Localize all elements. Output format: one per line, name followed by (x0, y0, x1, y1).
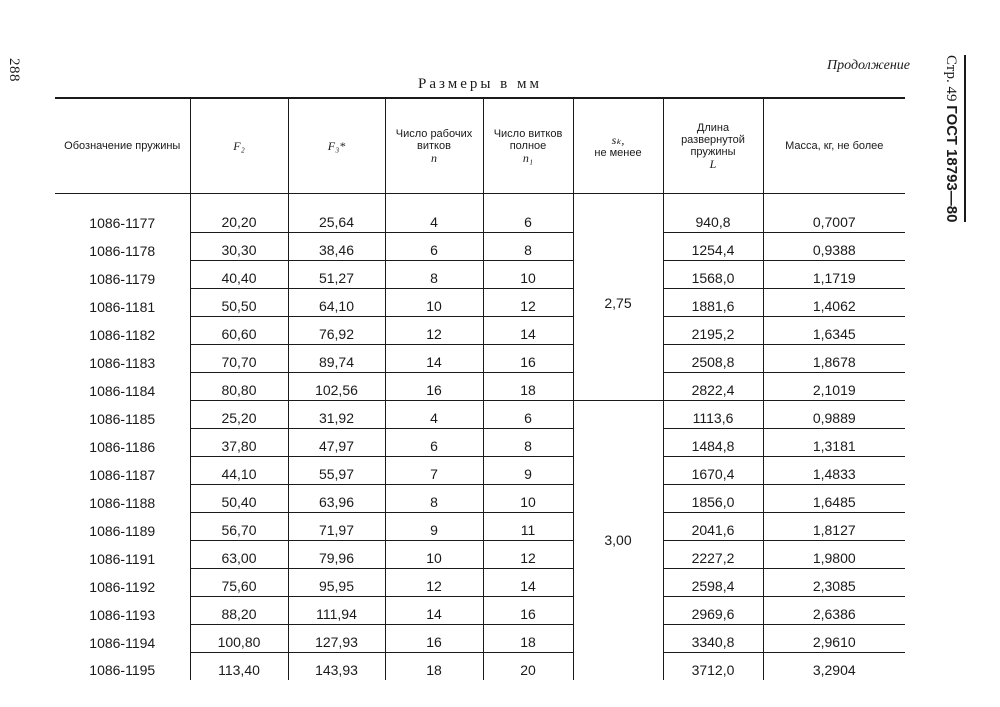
cell-n: 7 (385, 457, 483, 485)
cell-n1: 6 (483, 194, 573, 233)
cell-n: 12 (385, 569, 483, 597)
cell-n1: 8 (483, 233, 573, 261)
cell-sk-group: 2,75 (573, 194, 663, 401)
header-length: Длина развернутой пружины L (663, 98, 763, 194)
table-row (55, 317, 905, 345)
cell-f2: 56,70 (190, 513, 288, 541)
cell-designation: 1086-1186 (89, 438, 156, 455)
cell-designation: 1086-1184 (89, 382, 156, 399)
cell-l: 1881,6 (663, 289, 763, 317)
cell-n1: 20 (483, 653, 573, 681)
table-row (55, 569, 905, 597)
cell-n: 6 (385, 233, 483, 261)
cell-f2: 37,80 (190, 429, 288, 457)
cell-designation: 1086-1183 (89, 354, 156, 371)
cell-designation: 1086-1194 (89, 634, 156, 651)
cell-designation: 1086-1189 (89, 522, 156, 539)
cell-n: 16 (385, 625, 483, 653)
cell-n: 4 (385, 194, 483, 233)
cell-n1: 10 (483, 485, 573, 513)
cell-f2: 100,80 (190, 625, 288, 653)
cell-f2: 50,50 (190, 289, 288, 317)
cell-f2: 60,60 (190, 317, 288, 345)
table-row (55, 345, 905, 373)
cell-n: 10 (385, 289, 483, 317)
cell-n1: 16 (483, 597, 573, 625)
table-row (55, 233, 905, 261)
units-caption: Размеры в мм (417, 76, 542, 92)
cell-n: 12 (385, 317, 483, 345)
page-number: 288 (6, 58, 22, 82)
cell-f2: 75,60 (190, 569, 288, 597)
cell-n: 10 (385, 541, 483, 569)
cell-n: 14 (385, 597, 483, 625)
cell-sk-group: 3,00 (573, 401, 663, 681)
cell-n: 16 (385, 373, 483, 401)
cell-f3: 38,46 (288, 233, 385, 261)
cell-mass: 0,9889 (763, 401, 905, 429)
cell-f2: 30,30 (190, 233, 288, 261)
cell-mass: 1,4833 (763, 457, 905, 485)
cell-n: 14 (385, 345, 483, 373)
cell-mass: 2,1019 (763, 373, 905, 401)
cell-f3: 89,74 (288, 345, 385, 373)
cell-l: 2822,4 (663, 373, 763, 401)
cell-f3: 111,94 (288, 597, 385, 625)
cell-f3: 55,97 (288, 457, 385, 485)
cell-l: 2041,6 (663, 513, 763, 541)
cell-mass: 3,2904 (763, 653, 905, 681)
table-row (55, 373, 905, 401)
cell-f2: 25,20 (190, 401, 288, 429)
cell-designation: 1086-1181 (89, 298, 156, 315)
table-row (55, 457, 905, 485)
table-row (55, 513, 905, 541)
cell-mass: 2,9610 (763, 625, 905, 653)
header-sk: sₖ, не менее (573, 98, 663, 194)
cell-f3: 63,96 (288, 485, 385, 513)
cell-f2: 80,80 (190, 373, 288, 401)
cell-designation: 1086-1188 (89, 494, 156, 511)
cell-l: 2195,2 (663, 317, 763, 345)
header-f3: F₃* (288, 98, 385, 194)
cell-n1: 11 (483, 513, 573, 541)
cell-f3: 64,10 (288, 289, 385, 317)
cell-designation: 1086-1187 (89, 466, 156, 483)
cell-f2: 50,40 (190, 485, 288, 513)
cell-f3: 76,92 (288, 317, 385, 345)
continuation-label: Продолжение (827, 58, 910, 73)
cell-mass: 1,3181 (763, 429, 905, 457)
header-working-coils: Число рабочих витков n (385, 98, 483, 194)
cell-f3: 25,64 (288, 194, 385, 233)
cell-mass: 2,3085 (763, 569, 905, 597)
cell-n1: 9 (483, 457, 573, 485)
cell-n1: 18 (483, 625, 573, 653)
cell-n1: 8 (483, 429, 573, 457)
cell-l: 3712,0 (663, 653, 763, 681)
cell-designation: 1086-1193 (89, 606, 156, 623)
header-f2: F₂ (190, 98, 288, 194)
cell-f2: 88,20 (190, 597, 288, 625)
cell-n1: 12 (483, 541, 573, 569)
cell-f2: 44,10 (190, 457, 288, 485)
cell-l: 2508,8 (663, 345, 763, 373)
cell-n1: 16 (483, 345, 573, 373)
cell-f2: 40,40 (190, 261, 288, 289)
standard-code: ГОСТ 18793—80 (943, 105, 960, 223)
cell-mass: 1,8678 (763, 345, 905, 373)
cell-mass: 1,9800 (763, 541, 905, 569)
cell-designation: 1086-1191 (89, 550, 156, 567)
cell-f3: 47,97 (288, 429, 385, 457)
page-reference: Стр. 49 (943, 55, 959, 102)
cell-n1: 10 (483, 261, 573, 289)
cell-mass: 1,4062 (763, 289, 905, 317)
cell-l: 2227,2 (663, 541, 763, 569)
table-row (55, 194, 905, 233)
header-mass: Масса, кг, не более (763, 98, 905, 194)
cell-f2: 113,40 (190, 653, 288, 681)
cell-f3: 31,92 (288, 401, 385, 429)
table-body (55, 194, 905, 681)
cell-designation: 1086-1179 (89, 270, 156, 287)
cell-n: 8 (385, 485, 483, 513)
cell-n1: 14 (483, 569, 573, 597)
cell-designation: 1086-1182 (89, 326, 156, 343)
spring-specification-table (55, 97, 905, 680)
cell-mass: 2,6386 (763, 597, 905, 625)
cell-f3: 51,27 (288, 261, 385, 289)
cell-n: 9 (385, 513, 483, 541)
table-header-row (55, 98, 905, 194)
cell-designation: 1086-1195 (89, 662, 156, 678)
cell-n: 6 (385, 429, 483, 457)
cell-mass: 1,8127 (763, 513, 905, 541)
cell-l: 1254,4 (663, 233, 763, 261)
table-row (55, 289, 905, 317)
cell-n1: 6 (483, 401, 573, 429)
table-row (55, 485, 905, 513)
cell-l: 1856,0 (663, 485, 763, 513)
header-designation: Обозначение пружины (55, 98, 190, 194)
cell-f2: 63,00 (190, 541, 288, 569)
cell-f3: 102,56 (288, 373, 385, 401)
cell-l: 940,8 (663, 194, 763, 233)
cell-f3: 127,93 (288, 625, 385, 653)
cell-mass: 1,1719 (763, 261, 905, 289)
cell-n1: 14 (483, 317, 573, 345)
table-row (55, 261, 905, 289)
cell-l: 2598,4 (663, 569, 763, 597)
table-row (55, 401, 905, 429)
cell-mass: 0,7007 (763, 194, 905, 233)
cell-n: 4 (385, 401, 483, 429)
table-row (55, 597, 905, 625)
table-row (55, 653, 905, 681)
cell-f2: 70,70 (190, 345, 288, 373)
cell-l: 1484,8 (663, 429, 763, 457)
header-total-coils: Число витков полное n₁ (483, 98, 573, 194)
cell-f3: 79,96 (288, 541, 385, 569)
cell-n1: 12 (483, 289, 573, 317)
cell-l: 2969,6 (663, 597, 763, 625)
cell-l: 3340,8 (663, 625, 763, 653)
cell-n: 8 (385, 261, 483, 289)
cell-designation: 1086-1177 (89, 214, 156, 231)
cell-designation: 1086-1178 (89, 242, 156, 259)
cell-n1: 18 (483, 373, 573, 401)
cell-n: 18 (385, 653, 483, 681)
cell-designation: 1086-1185 (89, 410, 156, 427)
cell-l: 1568,0 (663, 261, 763, 289)
cell-l: 1670,4 (663, 457, 763, 485)
cell-mass: 0,9388 (763, 233, 905, 261)
cell-f3: 71,97 (288, 513, 385, 541)
cell-f3: 95,95 (288, 569, 385, 597)
cell-designation: 1086-1192 (89, 578, 156, 595)
cell-f2: 20,20 (190, 194, 288, 233)
cell-mass: 1,6345 (763, 317, 905, 345)
cell-l: 1113,6 (663, 401, 763, 429)
table-row (55, 541, 905, 569)
table-row (55, 429, 905, 457)
cell-f3: 143,93 (288, 653, 385, 681)
cell-mass: 1,6485 (763, 485, 905, 513)
table-row (55, 625, 905, 653)
